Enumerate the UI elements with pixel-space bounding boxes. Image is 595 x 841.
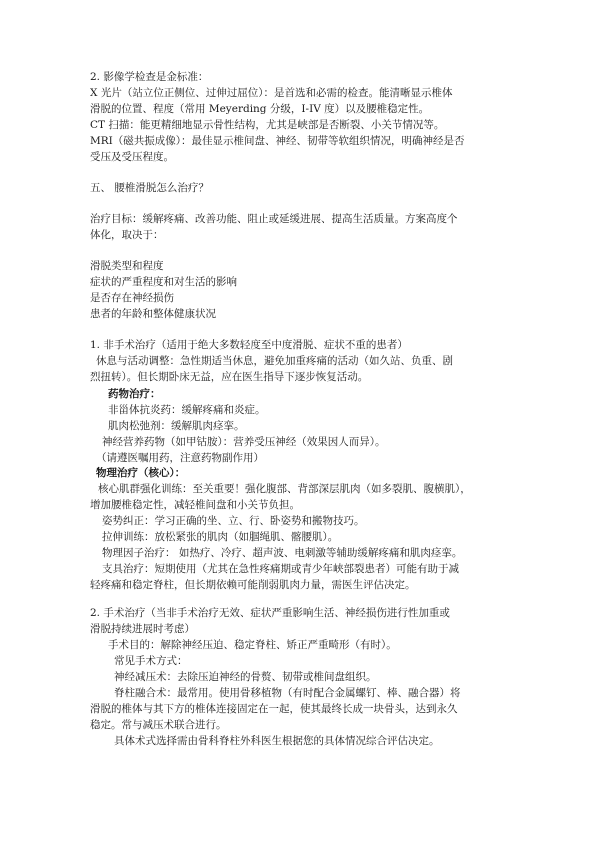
note-medication: （请遵医嘱用药，注意药物副作用） — [96, 452, 264, 464]
paragraph-treatment-goal: 治疗目标：缓解疼痛、改善功能、阻止或延缓进展、提高生活质量。方案高度个 — [90, 213, 458, 225]
list-item-factor: 患者的年龄和整体健康状况 — [90, 308, 216, 320]
paragraph-treatment-goal-cont: 体化，取决于： — [90, 229, 164, 241]
paragraph-stretching: 拉伸训练：放松紧张的肌肉（如腘绳肌、髂腰肌）。 — [102, 531, 339, 543]
paragraph-core-training-cont: 增加腰椎稳定性，减轻椎间盘和小关节负担。 — [90, 499, 300, 511]
paragraph-surgery-choice: 具体术式选择需由骨科脊柱外科医生根据您的具体情况综合评估决定。 — [114, 735, 440, 747]
subheading-surgical: 2. 手术治疗（当非手术治疗无效、症状严重影响生活、神经损伤进行性加重或 — [90, 607, 450, 619]
paragraph-posture: 姿势纠正：学习正确的坐、立、行、卧姿势和搬物技巧。 — [102, 515, 365, 527]
paragraph-xray: X 光片（站立位正侧位、过伸过屈位）：是首选和必需的检查。能清晰显示椎体 — [90, 87, 453, 99]
subheading-nonsurgical: 1. 非手术治疗（适用于绝大多数轻度至中度滑脱、症状不重的患者） — [90, 339, 408, 351]
paragraph-physical-modalities: 物理因子治疗： 如热疗、冷疗、超声波、电刺激等辅助缓解疼痛和肌肉痉挛。 — [102, 547, 463, 559]
subheading-medication: 药物治疗： — [108, 388, 161, 400]
list-item-medication: 神经营养药物（如甲钴胺）：营养受压神经（效果因人而异）。 — [102, 436, 386, 448]
section-heading-treatment: 五、 腰椎滑脱怎么治疗？ — [90, 182, 209, 194]
subheading-surgical-cont: 滑脱持续进展时考虑） — [90, 623, 195, 635]
paragraph-brace-cont: 轻疼痛和稳定脊柱，但长期依赖可能削弱肌肉力量，需医生评估决定。 — [90, 579, 416, 591]
list-item-fusion-cont: 滑脱的椎体与其下方的椎体连接固定在一起，使其最终长成一块骨头，达到永久 — [90, 703, 458, 715]
list-item-medication: 肌肉松弛剂：缓解肌肉痉挛。 — [108, 420, 245, 432]
paragraph-mri: MRI（磁共振成像）：最佳显示椎间盘、神经、韧带等软组织情况，明确神经是否 — [90, 135, 465, 147]
paragraph-mri-cont: 受压及受压程度。 — [90, 151, 174, 163]
list-item-factor: 是否存在神经损伤 — [90, 292, 174, 304]
list-item-medication: 非甾体抗炎药：缓解疼痛和炎症。 — [108, 404, 266, 416]
list-item-decompression: 神经减压术：去除压迫神经的骨赘、韧带或椎间盘组织。 — [114, 671, 377, 683]
paragraph-xray-cont: 滑脱的位置、程度（常用 Meyerding 分级，I-IV 度）以及腰椎稳定性。 — [90, 103, 430, 115]
list-item-fusion-cont: 稳定。常与减压术联合进行。 — [90, 719, 227, 731]
list-item-factor: 滑脱类型和程度 — [90, 260, 164, 272]
subheading-surgery-types: 常见手术方式： — [114, 655, 188, 667]
list-item-fusion: 脊柱融合术：最常用。使用骨移植物（有时配合金属螺钉、棒、融合器）将 — [114, 687, 461, 699]
subheading-physical-therapy: 物理治疗（核心）： — [96, 467, 186, 479]
paragraph-surgery-goal: 手术目的：解除神经压迫、稳定脊柱、矫正严重畸形（有时）。 — [108, 639, 397, 651]
paragraph-rest: 休息与活动调整：急性期适当休息，避免加重疼痛的活动（如久站、负重、剧 — [96, 355, 453, 367]
paragraph-brace: 支具治疗：短期使用（尤其在急性疼痛期或青少年峡部裂患者）可能有助于减 — [102, 563, 459, 575]
list-item-imaging-gold-standard: 2. 影像学检查是金标准： — [90, 71, 209, 83]
paragraph-rest-cont: 烈扭转）。但长期卧床无益，应在医生指导下逐步恢复活动。 — [90, 371, 369, 383]
paragraph-core-training: 核心肌群强化训练：至关重要！强化腹部、背部深层肌肉（如多裂肌、腹横肌）， — [98, 483, 471, 495]
paragraph-ct: CT 扫描：能更精细地显示骨性结构，尤其是峡部是否断裂、小关节情况等。 — [90, 119, 445, 131]
list-item-factor: 症状的严重程度和对生活的影响 — [90, 276, 237, 288]
